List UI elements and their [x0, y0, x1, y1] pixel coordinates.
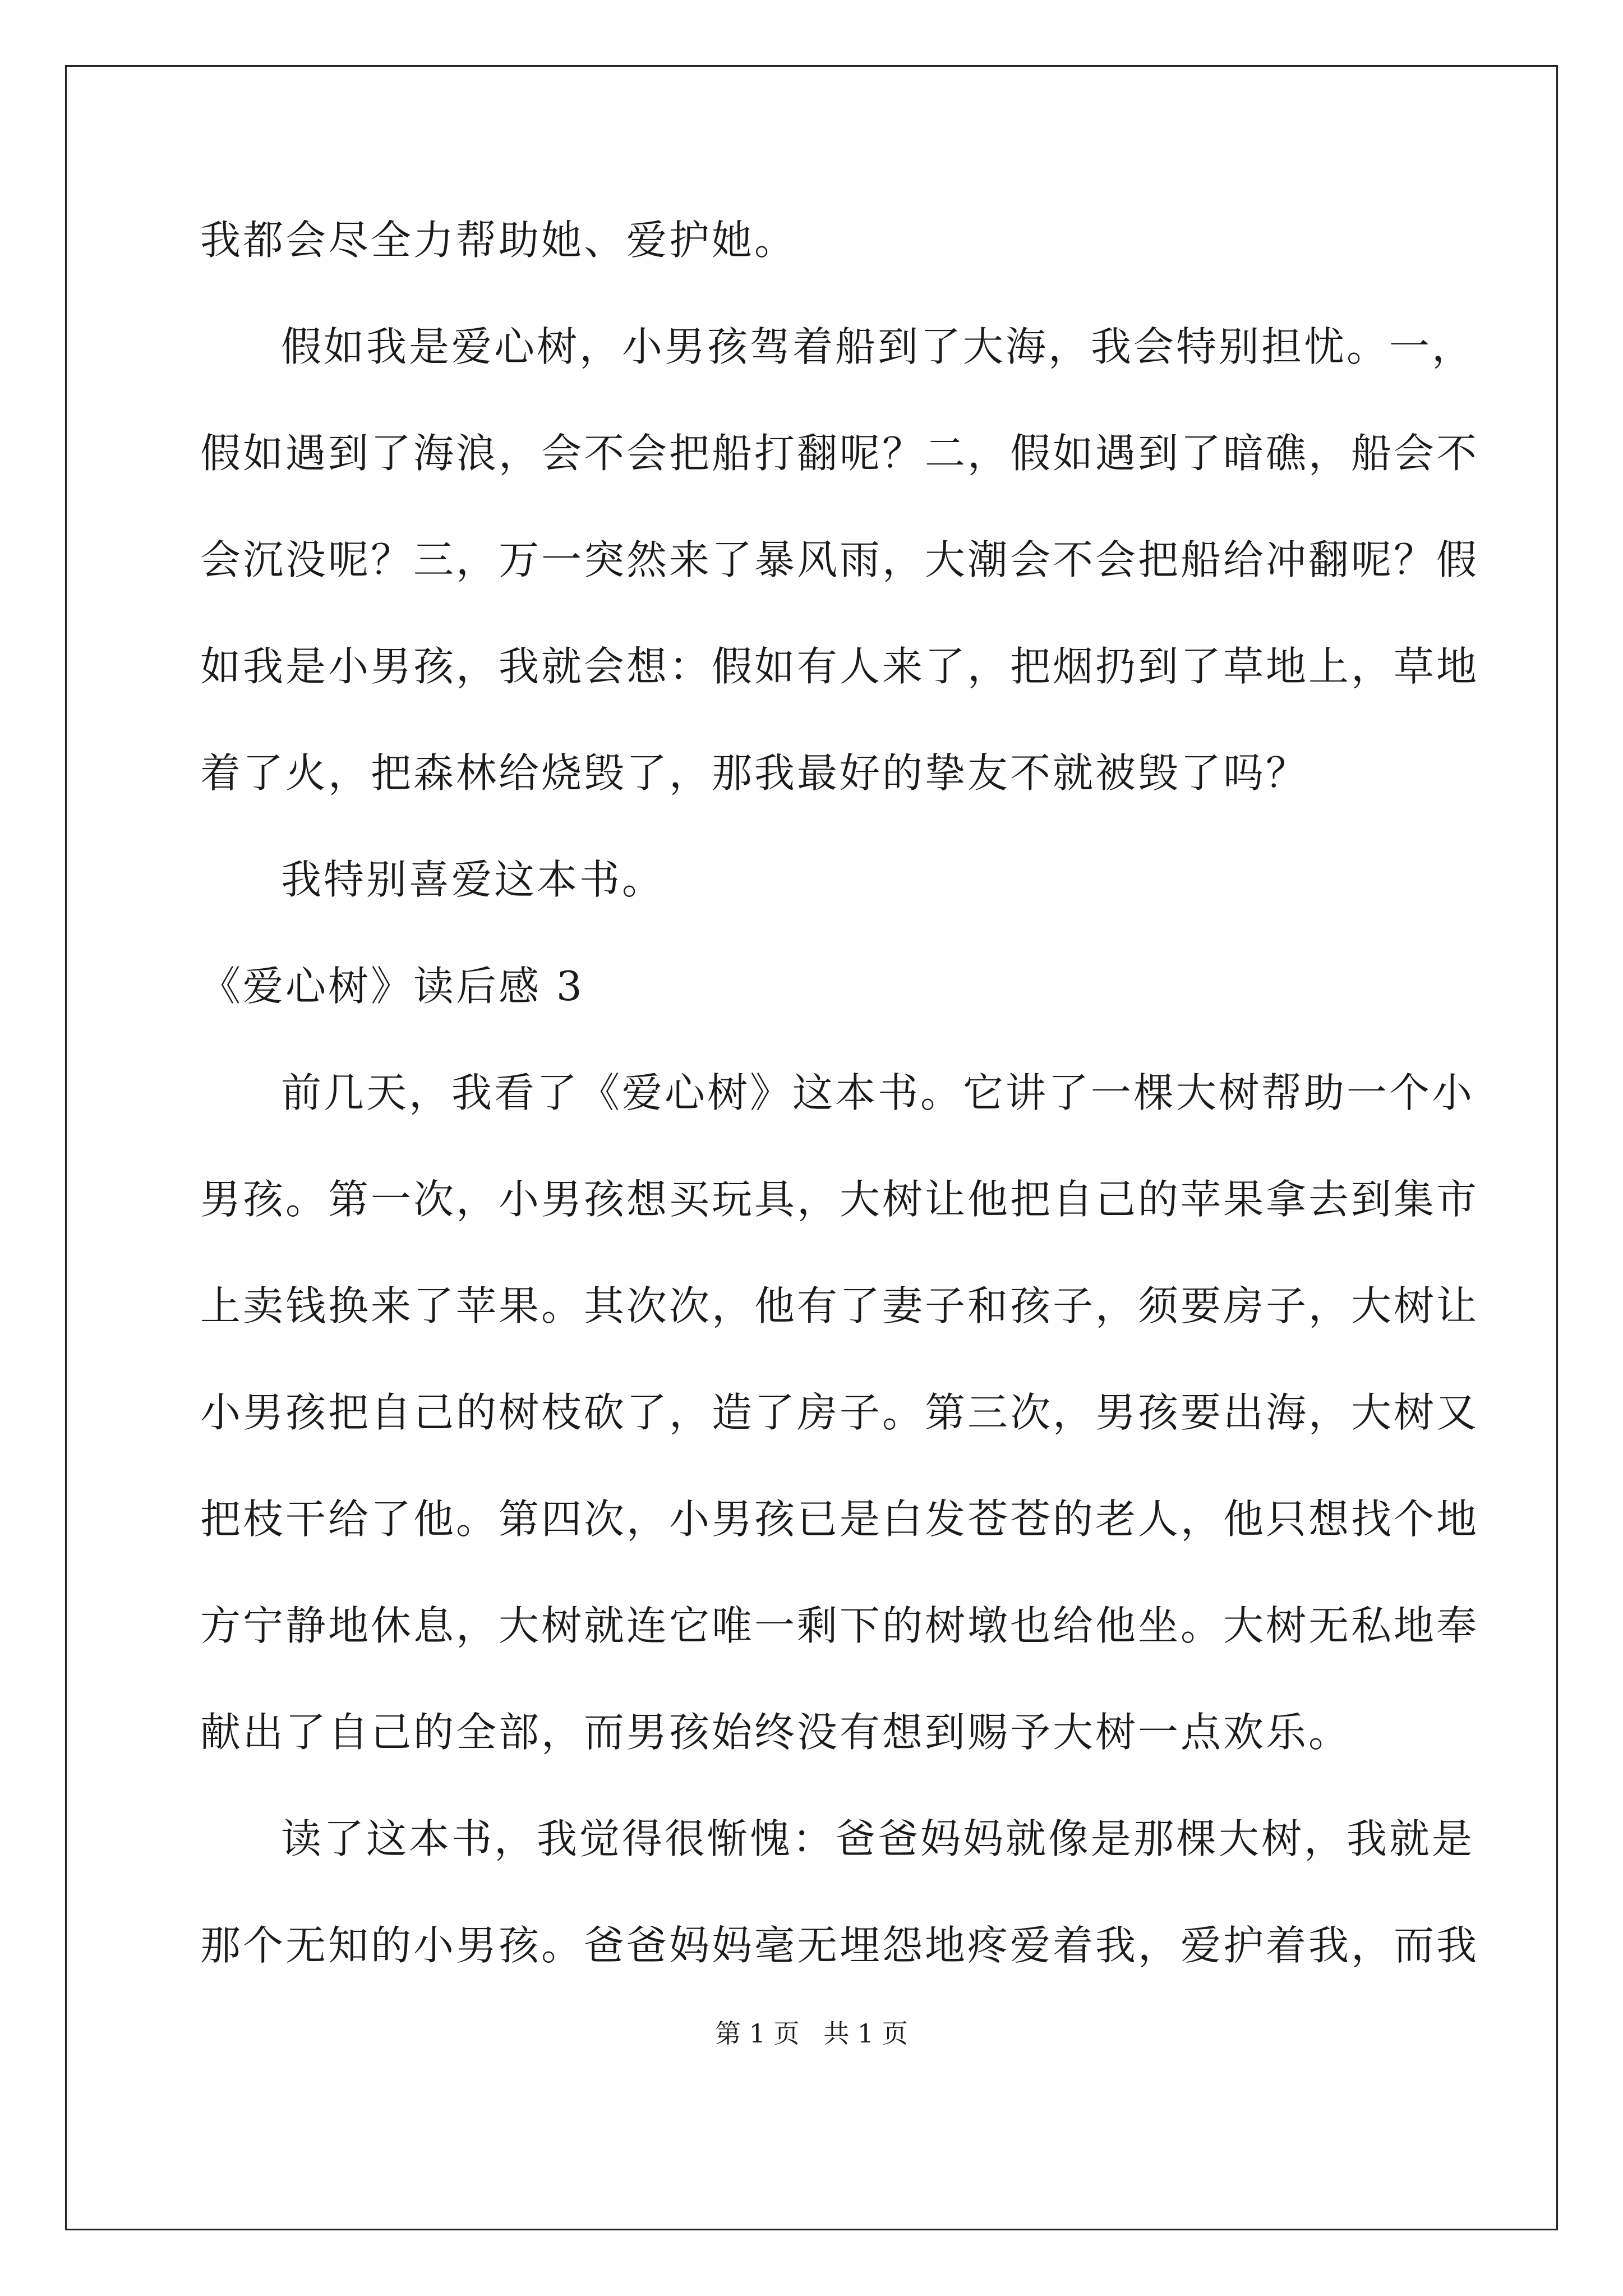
paragraph-line: 读了这本书，我觉得很惭愧：爸爸妈妈就像是那棵大树，我就是 — [281, 1815, 1475, 1862]
paragraph-line: 着了火，把森林给烧毁了，那我最好的挚友不就被毁了吗？ — [200, 749, 1309, 797]
paragraph-line: 假如我是爱心树，小男孩驾着船到了大海，我会特别担忧。一， — [281, 323, 1475, 370]
paragraph-line: 我都会尽全力帮助她、爱护她。 — [200, 217, 797, 264]
page-border — [65, 65, 1558, 2230]
paragraph-line: 献出了自己的全部，而男孩始终没有想到赐予大树一点欢乐。 — [200, 1709, 1352, 1756]
paragraph-line: 如我是小男孩，我就会想：假如有人来了，把烟扔到了草地上，草地 — [200, 643, 1479, 690]
paragraph-line: 上卖钱换来了苹果。其次次，他有了妻子和孩子，须要房子，大树让 — [200, 1282, 1479, 1329]
paragraph-line: 会沉没呢？三，万一突然来了暴风雨，大潮会不会把船给冲翻呢？假 — [200, 536, 1479, 583]
page-total: 共 1 页 — [823, 2018, 908, 2049]
paragraph-line: 假如遇到了海浪，会不会把船打翻呢？二，假如遇到了暗礁，船会不 — [200, 430, 1479, 477]
page-footer — [0, 2017, 1623, 2050]
section-heading: 《爱心树》读后感 3 — [200, 963, 584, 1010]
paragraph-line: 前几天，我看了《爱心树》这本书。它讲了一棵大树帮助一个小 — [281, 1069, 1475, 1116]
page-number: 第 1 页 — [715, 2018, 800, 2049]
paragraph-line: 把枝干给了他。第四次，小男孩已是白发苍苍的老人，他只想找个地 — [200, 1496, 1479, 1543]
paragraph-line: 我特别喜爱这本书。 — [281, 856, 665, 903]
paragraph-line: 男孩。第一次，小男孩想买玩具，大树让他把自己的苹果拿去到集市 — [200, 1176, 1479, 1223]
paragraph-line: 小男孩把自己的树枝砍了，造了房子。第三次，男孩要出海，大树又 — [200, 1389, 1479, 1436]
paragraph-line: 那个无知的小男孩。爸爸妈妈毫无埋怨地疼爱着我，爱护着我，而我 — [200, 1922, 1479, 1969]
paragraph-line: 方宁静地休息，大树就连它唯一剩下的树墩也给他坐。大树无私地奉 — [200, 1602, 1479, 1649]
